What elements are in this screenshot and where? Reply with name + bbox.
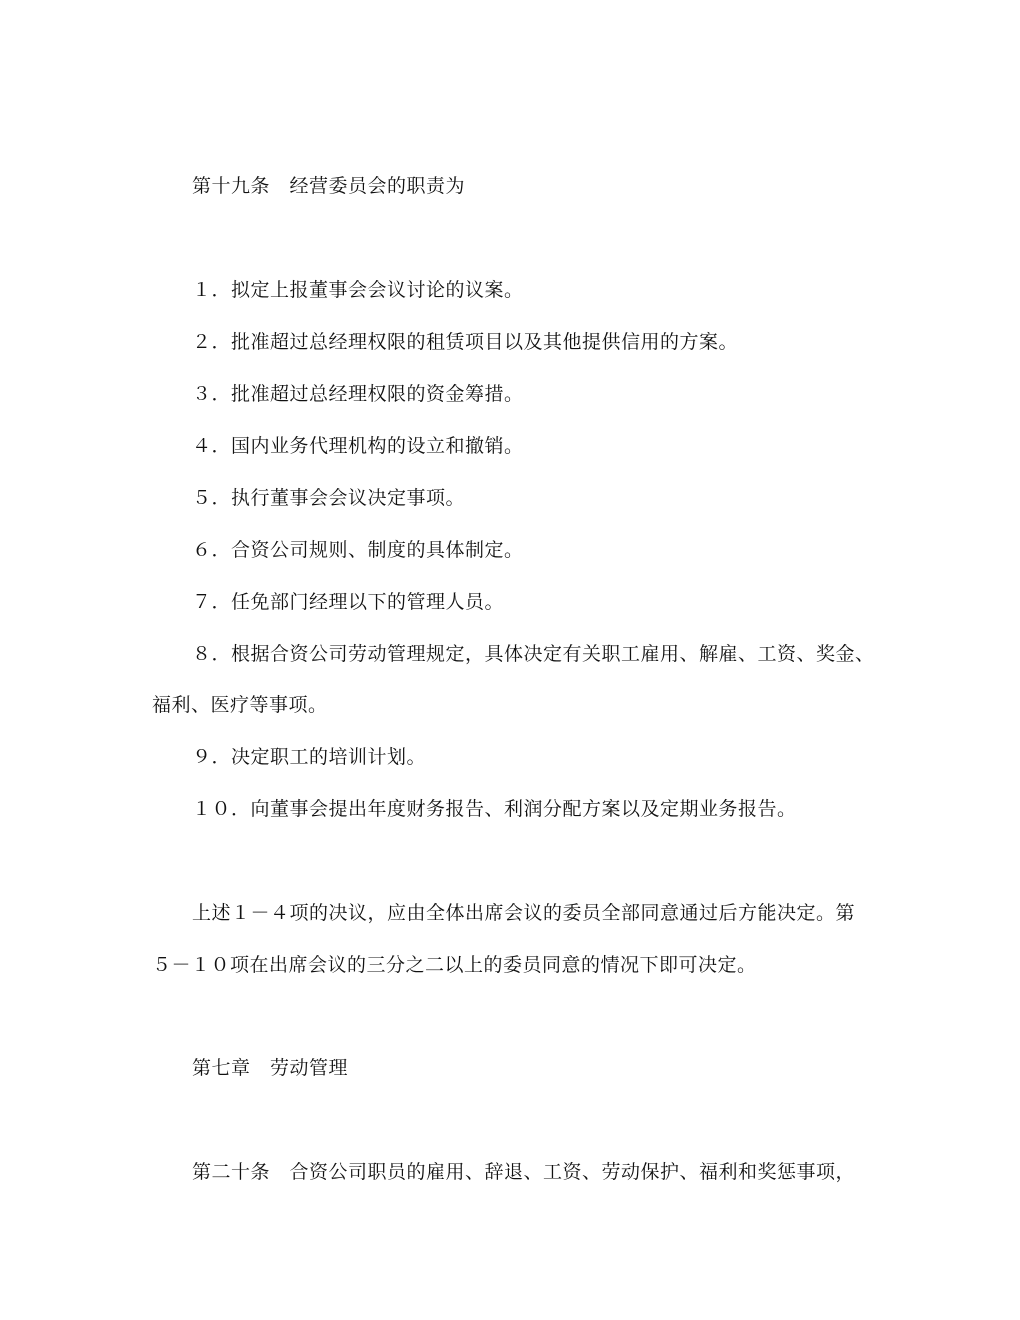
duty-item-9: ９．决定职工的培训计划。	[192, 746, 427, 768]
duty-item-10: １０．向董事会提出年度财务报告、利润分配方案以及定期业务报告。	[192, 798, 797, 820]
duty-item-5: ５．执行董事会会议决定事项。	[192, 487, 466, 509]
duty-item-1: １．拟定上报董事会会议讨论的议案。	[192, 279, 524, 301]
duty-item-7: ７．任免部门经理以下的管理人员。	[192, 591, 505, 613]
duty-item-6: ６．合资公司规则、制度的具体制定。	[192, 539, 524, 561]
duty-item-8: ８．根据合资公司劳动管理规定，具体决定有关职工雇用、解雇、工资、奖金、	[192, 643, 875, 665]
article-19-heading: 第十九条 经营委员会的职责为	[192, 175, 466, 197]
duty-item-4: ４．国内业务代理机构的设立和撤销。	[192, 435, 524, 457]
article-20-text: 第二十条 合资公司职员的雇用、辞退、工资、劳动保护、福利和奖惩事项，	[192, 1161, 856, 1183]
voting-rule-line-1: 上述１－４项的决议，应由全体出席会议的委员全部同意通过后方能决定。第	[192, 902, 856, 924]
chapter-7-heading: 第七章 劳动管理	[192, 1057, 349, 1079]
duty-item-2: ２．批准超过总经理权限的租赁项目以及其他提供信用的方案。	[192, 331, 739, 353]
duty-item-3: ３．批准超过总经理权限的资金筹措。	[192, 383, 524, 405]
voting-rule-line-2: ５－１０项在出席会议的三分之二以上的委员同意的情况下即可决定。	[152, 954, 757, 976]
duty-item-8-continuation: 福利、医疗等事项。	[152, 694, 328, 716]
